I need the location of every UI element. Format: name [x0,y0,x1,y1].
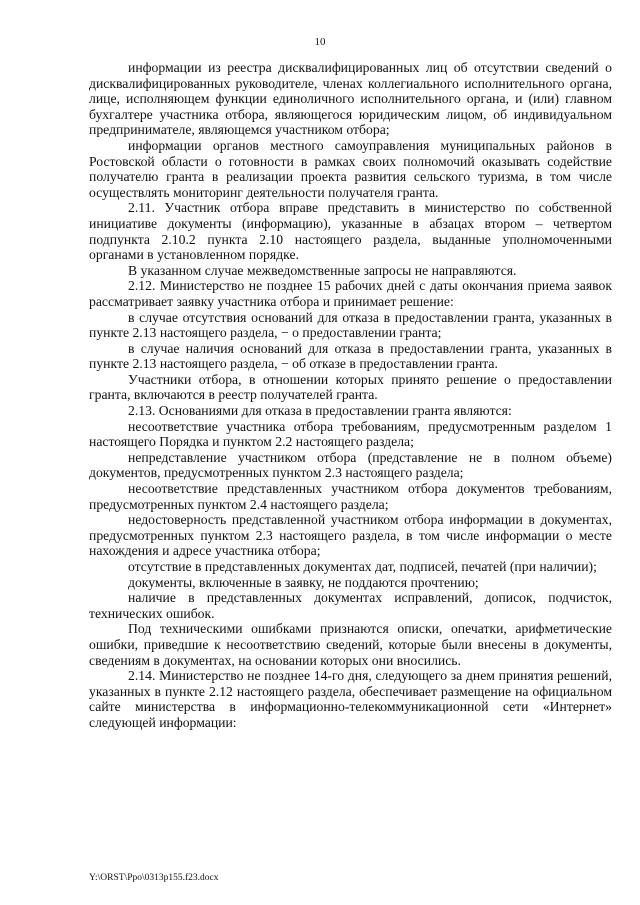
paragraph: В указанном случае межведомственные запросы не направляются. [128,262,517,278]
paragraph: несоответствие участника отбора требованиям, предусмотренным разделом 1 настоящего Порядка и пунктом 2.2 настоящего раздела; [89,418,612,450]
paragraph: несоответствие представленных участником отбора документов требованиям, предусмотренных пунктом 2.4 настоящего раздела; [89,481,612,512]
paragraph: документы, включенные в заявку, не поддаются прочтению; [128,574,479,590]
paragraph: Под техническими ошибками признаются описки, опечатки, арифметические ошибки, приведшие к несоответствию сведений, которые были внесены в документы, сведениям в документах, на основании которых они вносились. [89,621,612,668]
paragraph: 2.13. Основаниями для отказа в предоставлении гранта являются: [128,403,512,419]
paragraph: непредставление участником отбора (представление не в полном объеме) документов, предусмотренных пунктом 2.3 настоящего раздела; [89,449,612,481]
paragraph: недостоверность представленной участником отбора информации в документах, предусмотренных пунктом 2.3 настоящего раздела, в том числе информации о месте нахождения и адресе участника отбора; [89,512,612,559]
body-text [89,60,612,731]
paragraph: в случае наличия оснований для отказа в предоставлении гранта, указанных в пункте 2.13 настоящего раздела, − об отказе в предоставлении гранта. [89,340,612,372]
paragraph: информации органов местного самоуправления муниципальных районов в Ростовской области о готовности в рамках своих полномочий оказывать содействие получателю гранта в реализации проекта развития сельского туризма, в том числе осуществлять мониторинг деятельности получателя гранта. [89,137,612,200]
paragraph: информации из реестра дисквалифицированных лиц об отсутствии сведений о дисквалифицированных руководителе, членах коллегиального исполнительного органа, лице, исполняющем функции единоличного исполнительного органа, и (или) главном бухгалтере участника отбора, являющегося юридическим лицом, об индивидуальном предпринимателе, являющемся участником отбора; [89,60,612,138]
paragraph: 2.12. Министерство не позднее 15 рабочих дней с даты окончания приема заявок рассматривает заявку участника отбора и принимает решение: [89,278,612,309]
paragraph: наличие в представленных документах исправлений, дописок, подчисток, технических ошибок. [89,590,612,621]
file-path-footer: Y:\ORST\Ppo\0313p155.f23.docx [89,873,219,883]
paragraph: Участники отбора, в отношении которых принято решение о предоставлении гранта, включаются в реестр получателей гранта. [89,371,612,403]
paragraph: 2.14. Министерство не позднее 14-го дня, следующего за днем принятия решений, указанных в пункте 2.12 настоящего раздела, обеспечивает размещение на официальном сайте министерства в информационно-телекоммуникационной сети «Интернет» следующей информации: [89,668,612,730]
paragraph: в случае отсутствия оснований для отказа в предоставлении гранта, указанных в пункте 2.13 настоящего раздела, − о предоставлении гранта; [89,309,612,341]
paragraph: отсутствие в представленных документах дат, подписей, печатей (при наличии); [128,559,597,574]
page-number: 10 [314,36,326,48]
paragraph: 2.11. Участник отбора вправе представить в министерство по собственной инициативе документы (информацию), указанные в абзацах втором – четвертом подпункта 2.10.2 пункта 2.10 настоящего раздела, выданные уполномоченными органами в установленном порядке. [89,200,612,263]
